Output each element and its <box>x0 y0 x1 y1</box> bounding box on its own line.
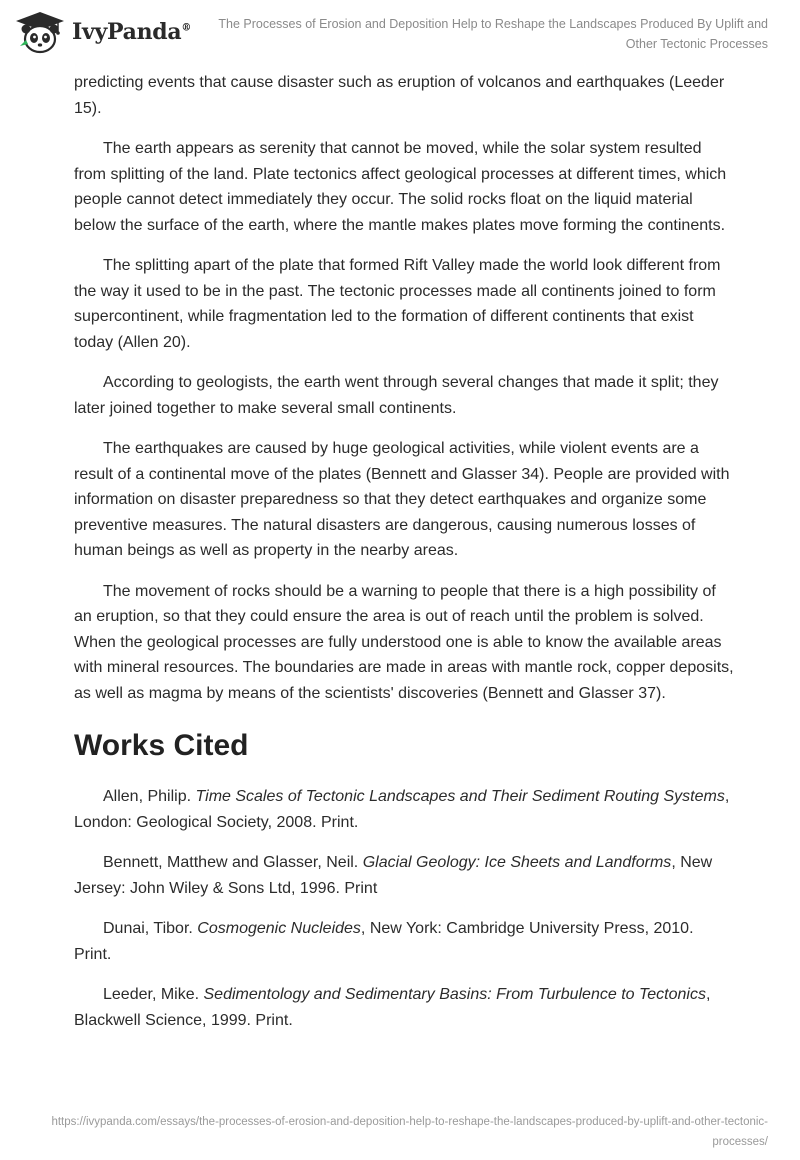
paragraph: According to geologists, the earth went through several changes that made it split; they later joined together to make several small continents. <box>74 374 719 417</box>
source-url[interactable]: https://ivypanda.com/essays/the-processes-of-erosion-and-deposition-help-to-reshape-the-landscapes-produced-by-uplift-and-other-tectonic-processes/ <box>51 1116 768 1148</box>
paragraph: The earthquakes are caused by huge geological activities, while violent events are a result of a continental move of the plates (Bennett and Glasser 34). People are provided with information on disaster preparedness so that they detect earthquakes and organize some preventive measures. The natural disasters are dangerous, causing numerous losses of human beings as well as property in the nearby areas. <box>74 440 730 559</box>
citation: Leeder, Mike. Sedimentology and Sedimentary Basins: From Turbulence to Tectonics, Blackwell Science, 1999. Print. <box>74 986 711 1029</box>
citation: Dunai, Tibor. Cosmogenic Nucleides, New York: Cambridge University Press, 2010. Print. <box>74 920 694 963</box>
essay-body <box>74 70 734 1048</box>
panda-graduate-icon <box>14 10 66 54</box>
paragraph: The movement of rocks should be a warning to people that there is a high possibility of an eruption, so that they could ensure the area is out of reach until the problem is solved. When the geological processes are fully understood one is able to know the available areas with mineral resources. The boundaries are made in areas with mantle rock, copper deposits, as well as magma by means of the scientists' discoveries (Bennett and Glasser 37). <box>74 582 734 702</box>
citation: Allen, Philip. Time Scales of Tectonic Landscapes and Their Sediment Routing Systems, London: Geological Society, 2008. Print. <box>74 788 730 831</box>
page-header <box>0 0 800 66</box>
paragraph: The splitting apart of the plate that formed Rift Valley made the world look different from the way it used to be in the past. The tectonic processes made all continents joined to form supercontinent, while fragmentation led to the formation of different continents that exist today (Allen 20). <box>74 257 721 351</box>
citation: Bennett, Matthew and Glasser, Neil. Glacial Geology: Ice Sheets and Landforms, New Jersey: John Wiley & Sons Ltd, 1996. Print <box>74 854 713 897</box>
works-cited-heading: Works Cited <box>74 729 249 762</box>
paragraph: predicting events that cause disaster such as eruption of volcanos and earthquakes (Leeder 15). <box>74 74 725 117</box>
logo-text: IvyPanda® <box>72 19 192 45</box>
document-title: The Processes of Erosion and Deposition Help to Reshape the Landscapes Produced By Uplift and Other Tectonic Processes <box>218 17 768 51</box>
paragraph: The earth appears as serenity that cannot be moved, while the solar system resulted from splitting of the land. Plate tectonics affect geological processes at different times, which people cannot detect immediately they occur. The solid rocks float on the liquid material below the surface of the earth, where the mantle makes plates move forming the continents. <box>74 140 727 234</box>
site-logo[interactable] <box>14 10 191 54</box>
